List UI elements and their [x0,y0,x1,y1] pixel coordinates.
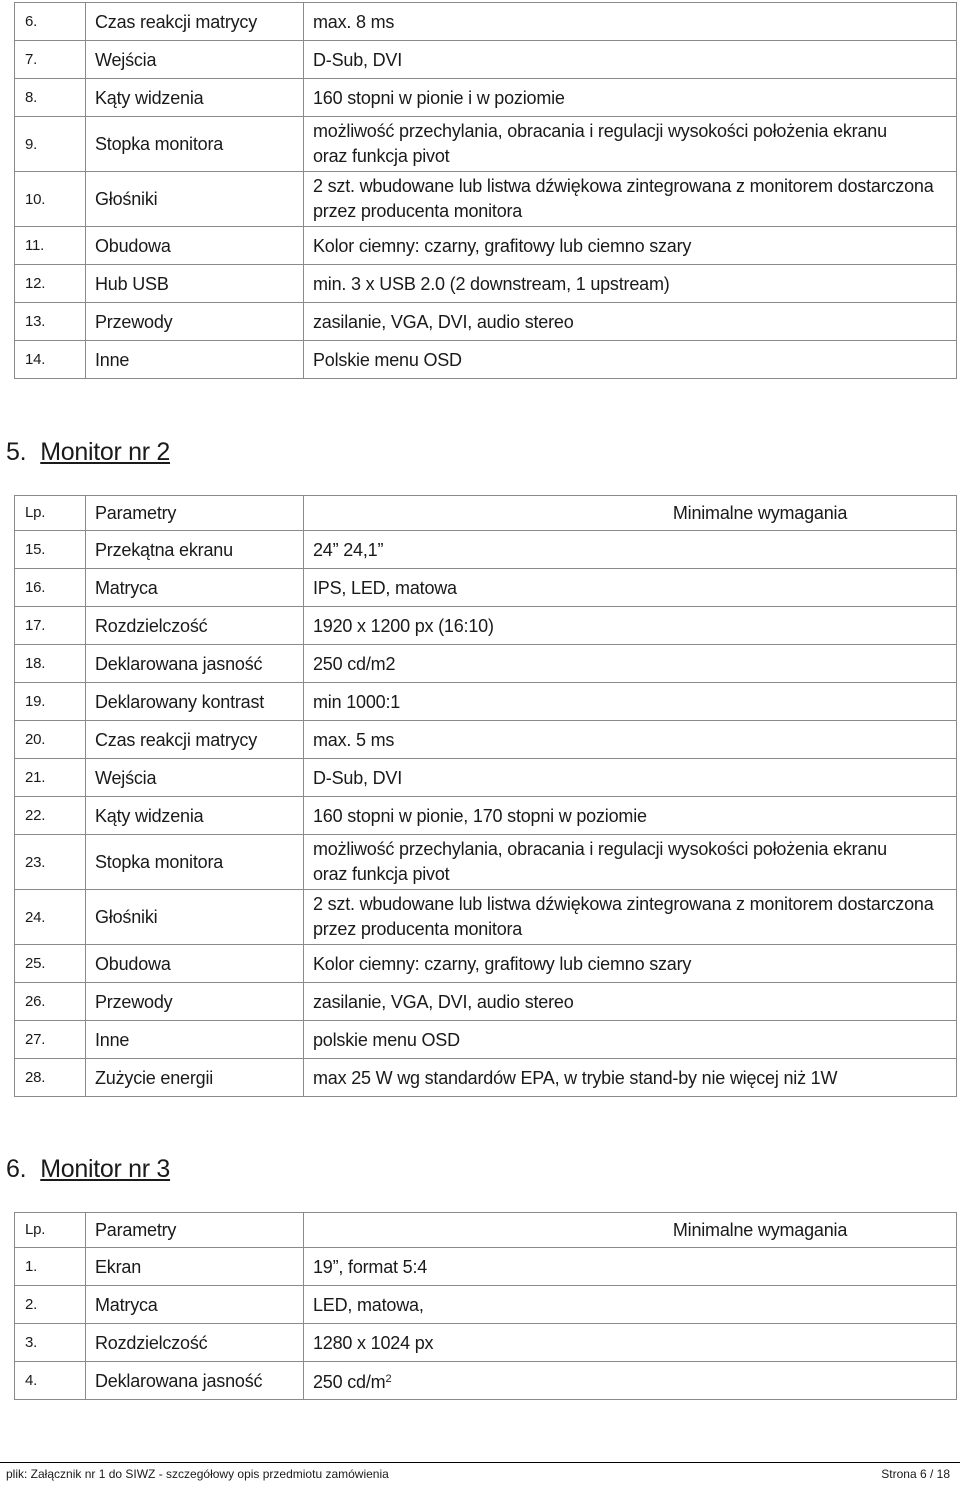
requirement-value [304,172,957,227]
section-title: Monitor nr 3 [40,1155,171,1183]
parameter-name: Deklarowany kontrast [86,683,304,721]
requirement-line: oraz funkcja pivot [313,864,450,884]
row-number: 18. [15,645,86,683]
spec-table-monitor-2 [14,495,957,1097]
row-number: 11. [15,227,86,265]
requirement-text: 160 stopni w pionie, 170 stopni w poziomie [313,805,647,826]
table-row [15,797,957,835]
requirement-line: 2 szt. wbudowane lub listwa dźwiękowa zintegrowana z monitorem dostarczona [313,176,934,196]
row-number: 9. [15,117,86,172]
table-row [15,1021,957,1059]
parameter-name: Stopka monitora [86,835,304,890]
parameter-name: Obudowa [86,227,304,265]
requirement-value [304,607,957,645]
row-number: 12. [15,265,86,303]
parameter-name: Kąty widzenia [86,797,304,835]
requirement-value [304,41,957,79]
requirement-text: Kolor ciemny: czarny, grafitowy lub ciemno szary [313,235,692,256]
requirement-text: min 1000:1 [313,691,401,712]
requirement-value [304,759,957,797]
row-number: 2. [15,1286,86,1324]
footer-page-number: Strona 6 / 18 [881,1467,950,1481]
requirement-value [304,797,957,835]
requirement-line: przez producenta monitora [313,201,523,221]
row-number: 14. [15,341,86,379]
parameter-name: Hub USB [86,265,304,303]
requirement-text: 250 cd/m [313,1372,386,1392]
requirement-text: D-Sub, DVI [313,49,403,70]
section-heading-monitor-2 [6,438,170,467]
table-row [15,645,957,683]
table-row [15,41,957,79]
table-row [15,1362,957,1400]
row-number: 23. [15,835,86,890]
requirement-text: Kolor ciemny: czarny, grafitowy lub ciemno szary [313,953,692,974]
table-row [15,531,957,569]
table-row [15,1059,957,1097]
requirement-value [304,569,957,607]
parameter-name: Wejścia [86,759,304,797]
spec-table-monitor-3 [14,1212,957,1400]
footer-file-label: plik: Załącznik nr 1 do SIWZ - szczegółowy opis przedmiotu zamówienia [6,1467,389,1481]
table-row [15,227,957,265]
parameter-name: Czas reakcji matrycy [86,3,304,41]
table-row [15,1286,957,1324]
requirement-value [304,1286,957,1324]
row-number: 27. [15,1021,86,1059]
requirement-text: max. 8 ms [313,11,395,32]
requirement-line: przez producenta monitora [313,919,523,939]
section-number: 5. [6,438,27,466]
row-number: 28. [15,1059,86,1097]
requirement-text: LED, matowa, [313,1294,424,1315]
parameter-name: Przewody [86,303,304,341]
requirement-value [304,1248,957,1286]
parameter-name: Matryca [86,1286,304,1324]
row-number: 25. [15,945,86,983]
requirement-value [304,3,957,41]
requirement-value [304,79,957,117]
requirement-value [304,890,957,945]
requirement-value [304,265,957,303]
requirement-value [304,531,957,569]
header-parametry: Parametry [86,496,304,531]
requirement-value [304,117,957,172]
requirement-line: oraz funkcja pivot [313,146,450,166]
parameter-name: Inne [86,1021,304,1059]
requirement-value [304,645,957,683]
row-number: 17. [15,607,86,645]
header-lp: Lp. [15,496,86,531]
requirement-text: 19”, format 5:4 [313,1256,428,1277]
requirement-line: 2 szt. wbudowane lub listwa dźwiękowa zintegrowana z monitorem dostarczona [313,894,934,914]
requirement-text: IPS, LED, matowa [313,577,457,598]
table-row [15,890,957,945]
footer-divider [0,1462,960,1463]
requirement-value [304,303,957,341]
parameter-name: Rozdzielczość [86,607,304,645]
parameter-name: Zużycie energii [86,1059,304,1097]
requirement-text: 250 cd/m2 [313,653,396,674]
parameter-name: Czas reakcji matrycy [86,721,304,759]
requirement-text: polskie menu OSD [313,1029,460,1050]
requirement-value [304,945,957,983]
section-title: Monitor nr 2 [40,438,171,466]
row-number: 16. [15,569,86,607]
requirement-value [304,227,957,265]
requirement-value [304,1362,957,1400]
table-row [15,945,957,983]
table-row [15,117,957,172]
requirement-text: 160 stopni w pionie i w poziomie [313,87,565,108]
requirement-value [304,721,957,759]
table-row [15,79,957,117]
requirement-text: D-Sub, DVI [313,767,403,788]
table-row [15,172,957,227]
parameter-name: Deklarowana jasność [86,645,304,683]
table-row [15,1324,957,1362]
row-number: 19. [15,683,86,721]
requirement-value [304,1324,957,1362]
table-row [15,1248,957,1286]
parameter-name: Rozdzielczość [86,1324,304,1362]
section-number: 6. [6,1155,27,1183]
requirement-line: możliwość przechylania, obracania i regulacji wysokości położenia ekranu [313,121,887,141]
table-row [15,265,957,303]
requirement-text: zasilanie, VGA, DVI, audio stereo [313,311,574,332]
requirement-value [304,683,957,721]
requirement-text: 1280 x 1024 px [313,1332,434,1353]
header-lp: Lp. [15,1213,86,1248]
requirement-text: zasilanie, VGA, DVI, audio stereo [313,991,574,1012]
parameter-name: Głośniki [86,890,304,945]
requirement-value [304,1059,957,1097]
parameter-name: Przewody [86,983,304,1021]
row-number: 21. [15,759,86,797]
parameter-name: Matryca [86,569,304,607]
parameter-name: Stopka monitora [86,117,304,172]
parameter-name: Deklarowana jasność [86,1362,304,1400]
requirement-line: możliwość przechylania, obracania i regulacji wysokości położenia ekranu [313,839,887,859]
table-row [15,303,957,341]
header-minimalne-wymagania: Minimalne wymagania [304,496,957,531]
requirement-value [304,1021,957,1059]
requirement-text: max 25 W wg standardów EPA, w trybie stand-by nie więcej niż 1W [313,1067,838,1088]
row-number: 22. [15,797,86,835]
row-number: 4. [15,1362,86,1400]
table-header-row [15,496,957,531]
parameter-name: Obudowa [86,945,304,983]
row-number: 15. [15,531,86,569]
table-row [15,3,957,41]
requirement-value [304,835,957,890]
parameter-name: Głośniki [86,172,304,227]
table-row [15,341,957,379]
requirement-text: min. 3 x USB 2.0 (2 downstream, 1 upstream) [313,273,670,294]
row-number: 20. [15,721,86,759]
row-number: 13. [15,303,86,341]
row-number: 26. [15,983,86,1021]
row-number: 10. [15,172,86,227]
parameter-name: Przekątna ekranu [86,531,304,569]
table-row [15,983,957,1021]
requirement-value [304,341,957,379]
requirement-value [304,983,957,1021]
table-header-row [15,1213,957,1248]
table-row [15,721,957,759]
superscript: 2 [385,1373,392,1385]
row-number: 8. [15,79,86,117]
table-row [15,683,957,721]
row-number: 6. [15,3,86,41]
table-row [15,607,957,645]
parameter-name: Inne [86,341,304,379]
page-footer [6,1467,950,1481]
spec-table-monitor-1-continued [14,2,957,379]
row-number: 3. [15,1324,86,1362]
requirement-text: max. 5 ms [313,729,395,750]
parameter-name: Wejścia [86,41,304,79]
row-number: 24. [15,890,86,945]
parameter-name: Kąty widzenia [86,79,304,117]
table-row [15,759,957,797]
section-heading-monitor-3 [6,1155,170,1184]
requirement-text: 24” 24,1” [313,539,384,560]
header-parametry: Parametry [86,1213,304,1248]
requirement-text: 1920 x 1200 px (16:10) [313,615,494,636]
table-row [15,835,957,890]
table-row [15,569,957,607]
header-minimalne-wymagania: Minimalne wymagania [304,1213,957,1248]
parameter-name: Ekran [86,1248,304,1286]
requirement-text: Polskie menu OSD [313,349,462,370]
row-number: 1. [15,1248,86,1286]
row-number: 7. [15,41,86,79]
